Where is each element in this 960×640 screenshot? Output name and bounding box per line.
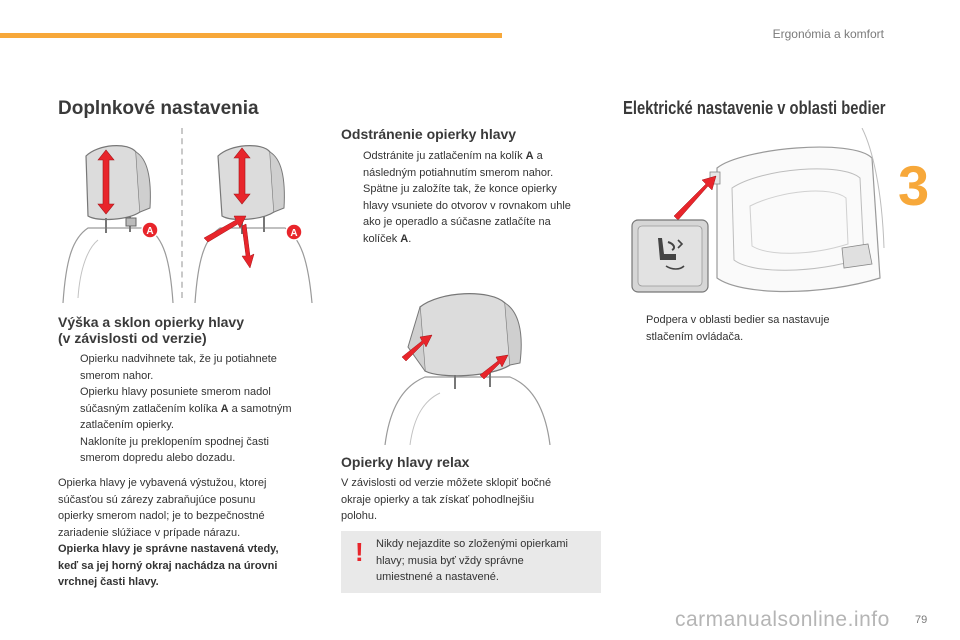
header-accent-bar [0, 33, 502, 38]
relax-paragraph [341, 475, 606, 525]
removal-title: Odstránenie opierky hlavy [341, 126, 517, 142]
bullet-text: smerom dopredu alebo dozadu. [80, 452, 236, 464]
bullet-text: hlavy vsuniete do otvorov v rovnakom uhle [363, 199, 571, 212]
list-item [58, 434, 328, 467]
pin-label-a: A [146, 226, 154, 237]
pin-reference: A [400, 232, 409, 245]
bullet-text: zatlačením opierky. [80, 419, 174, 431]
seat-lumbar-illustration [622, 128, 887, 298]
para-line: V závislosti od verzie môžete sklopiť bočné [341, 477, 552, 489]
warning-text [376, 536, 591, 586]
list-item [341, 148, 606, 181]
bullet-text: . [408, 232, 412, 245]
removal-bullets [341, 148, 606, 247]
bullet-text: a samotným [228, 402, 292, 415]
para-line: súčasťou sú zárezy zabraňujúce posunu [58, 493, 256, 506]
bullet-text: a [533, 150, 543, 162]
bullet-text: Nakloníte ju preklopením spodnej časti [80, 435, 269, 448]
bullet-text: smerom nahor. [80, 369, 154, 382]
main-title: Doplnkové nastavenia [58, 98, 259, 119]
para-line: Opierka hlavy je vybavená výstužou, ktorej [58, 477, 267, 489]
para-line: okraje opierky a tak získať pohodlnejšiu [341, 493, 535, 506]
pin-label-a: A [290, 228, 298, 239]
para-line: polohu. [341, 510, 378, 522]
warning-line: Nikdy nejazdite so zloženými opierkami [376, 538, 568, 550]
height-tilt-title [58, 314, 244, 346]
relax-title: Opierky hlavy relax [341, 454, 470, 470]
para-bold-line: keď sa jej horný okraj nachádza na úrovni [58, 559, 278, 572]
section-header: Ergonómia a komfort [772, 27, 884, 41]
height-tilt-title-line2: (v závislosti od verzie) [58, 330, 207, 346]
headrest-tilt-illustration [190, 128, 320, 303]
warning-icon: ! [355, 537, 364, 567]
lumbar-title: Elektrické nastavenie v oblasti bedier [623, 98, 886, 118]
watermark: carmanualsonline.info [675, 608, 890, 631]
list-item [341, 181, 606, 247]
lumbar-bullets [624, 312, 884, 345]
headrest-info-paragraph [58, 475, 328, 591]
headrest-height-illustration [58, 128, 178, 303]
para-bold-line: vrchnej časti hlavy. [58, 576, 159, 588]
para-bold-line: Opierka hlavy je správne nastavená vtedy, [58, 543, 279, 555]
list-item [58, 351, 328, 384]
pin-reference: A [220, 402, 229, 415]
bullet-text: súčasným zatlačením kolíka [80, 402, 221, 415]
illustration-divider [181, 128, 183, 298]
bullet-text: Opierku nadvihnete tak, že ju potiahnete [80, 353, 277, 365]
para-line: zariadenie slúžiace v prípade nárazu. [58, 526, 241, 539]
page-number: 79 [915, 614, 928, 626]
bullet-text: kolíček [363, 232, 401, 245]
para-line: opierky smerom nadol; je to bezpečnostné [58, 510, 265, 522]
warning-line: umiestnené a nastavené. [376, 571, 499, 583]
chapter-number: 3 [898, 154, 930, 217]
bullet-text: ako je operadlo a súčasne zatlačíte na [363, 216, 551, 228]
list-item [58, 384, 328, 434]
bullet-text: následným potiahnutím smerom nahor. [363, 166, 554, 179]
bullet-text: Odstránite ju zatlačením na kolík [363, 150, 526, 162]
height-tilt-title-line1: Výška a sklon opierky hlavy [58, 314, 244, 330]
bullet-text: Opierku hlavy posuniete smerom nadol [80, 386, 271, 398]
bullet-text: stlačením ovládača. [646, 330, 744, 343]
list-item [624, 312, 884, 345]
relax-headrest-illustration [380, 285, 555, 445]
bullet-text: Spätne ju založíte tak, že konce opierky [363, 183, 557, 195]
height-tilt-bullets [58, 351, 328, 467]
warning-box [341, 531, 601, 593]
bullet-text: Podpera v oblasti bedier sa nastavuje [646, 314, 830, 326]
pin-reference: A [525, 150, 534, 162]
warning-line: hlavy; musia byť vždy správne [376, 554, 524, 567]
